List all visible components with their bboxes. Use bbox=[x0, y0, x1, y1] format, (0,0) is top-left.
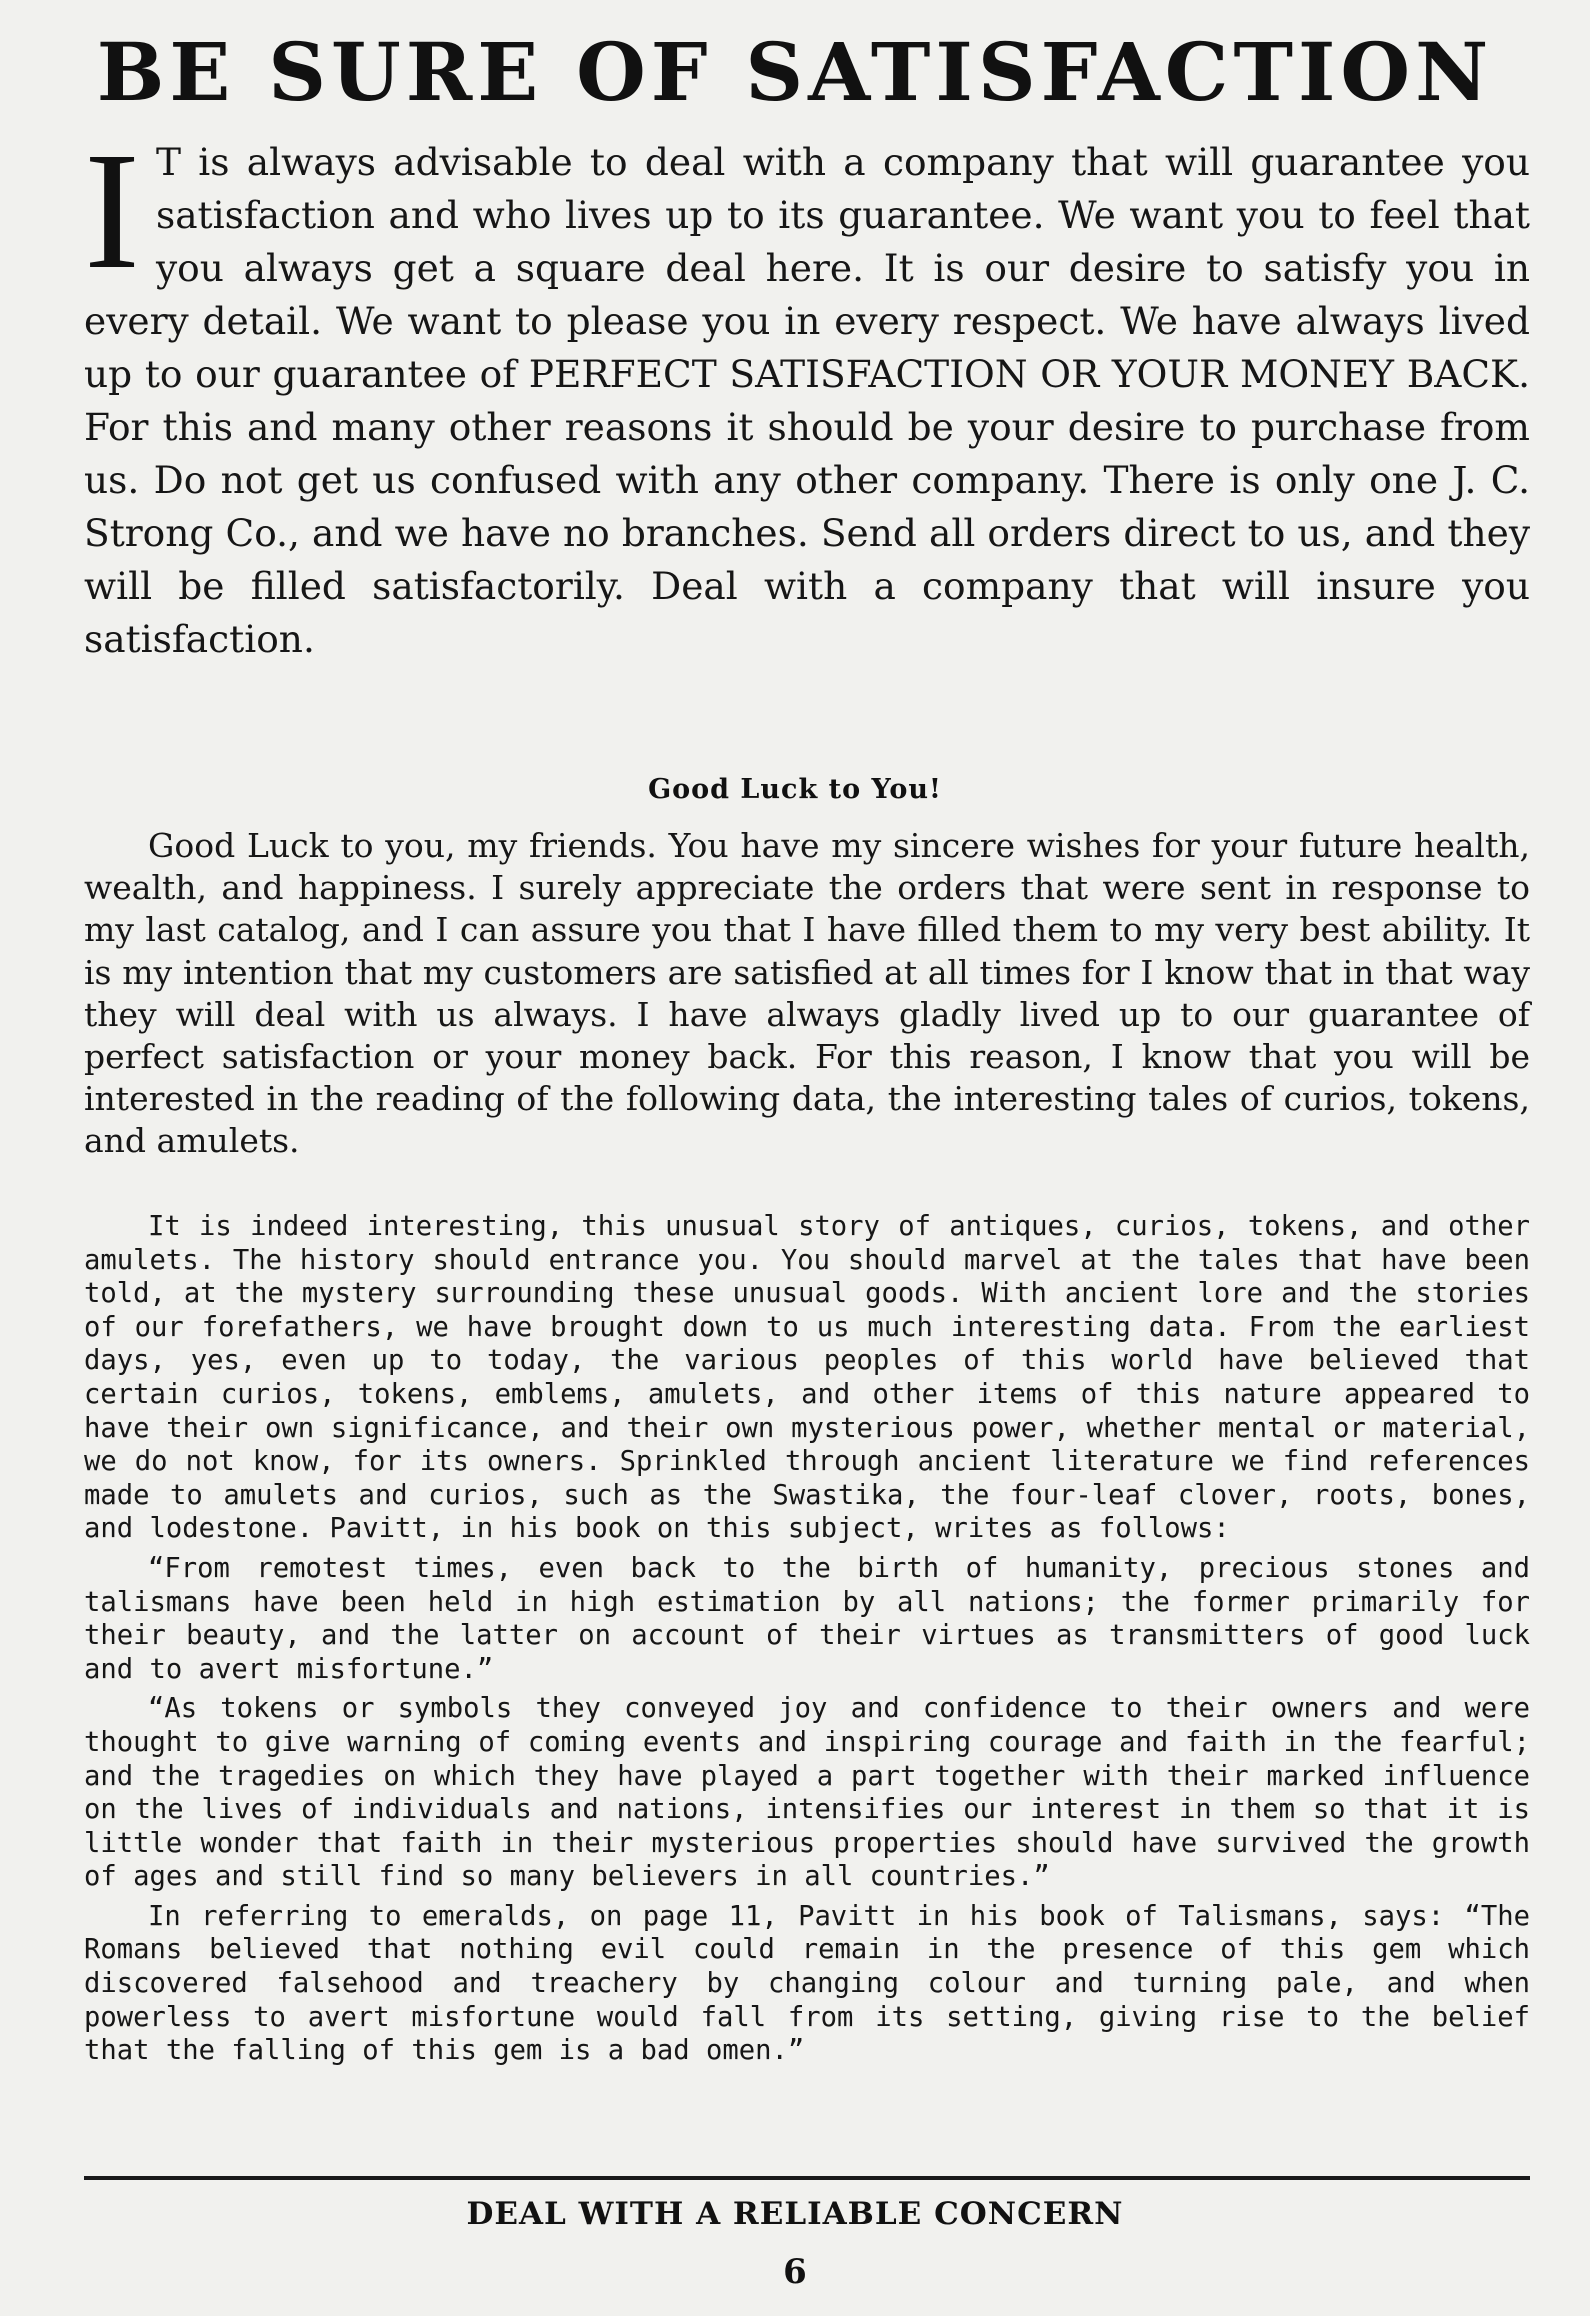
page-headline: BE SURE OF SATISFACTION bbox=[96, 25, 1494, 119]
footer-divider bbox=[84, 2176, 1530, 2180]
drop-cap: I bbox=[84, 118, 140, 304]
emerald-paragraph: In referring to emeralds, on page 11, Pavitt in his book of Talismans, says: “The Romans believed that nothing evil could remain in the presence of this gem which discovered falsehood and treachery by changing colour and turning pale, and when powerless to avert misfortune would fall from its setting, giving rise to the belief that the falling of this gem is a bad omen.” bbox=[84, 1900, 1530, 2067]
footer-slogan: DEAL WITH A RELIABLE CONCERN bbox=[466, 2196, 1124, 2232]
amulets-article bbox=[84, 1210, 1530, 2074]
intro-paragraph bbox=[84, 118, 1530, 666]
good-luck-section bbox=[84, 825, 1530, 1163]
intro-text: T is always advisable to deal with a company that will guarantee you satisfaction and who lives up to its guarantee. We want you to feel that you always get a square deal here. It is our desire to satisfy you in every detail. We want to please you in every respect. We have always lived up to our guarantee of PERFECT SATISFACTION OR YOUR MONEY BACK. For this and many other reasons it should be your desire to purchase from us. Do not get us confused with any other company. There is only one J. C. Strong Co., and we have no branches. Send all orders direct to us, and they will be filled satisfactorily. Deal with a company that will insure you satisfaction. bbox=[84, 140, 1530, 661]
good-luck-paragraph: Good Luck to you, my friends. You have my sincere wishes for your future health, wealth, and happiness. I surely appreciate the orders that were sent in response to my last catalog, and I can assure you that I have filled them to my very best ability. It is my intention that my customers are satisfied at all times for I know that in that way they will deal with us always. I have always gladly lived up to our guarantee of perfect satisfaction or your money back. For this reason, I know that you will be interested in the reading of the following data, the interesting tales of curios, tokens, and amulets. bbox=[84, 826, 1530, 1161]
page-number: 6 bbox=[783, 2252, 807, 2292]
article-paragraph: It is indeed interesting, this unusual story of antiques, curios, tokens, and other amulets. The history should entrance you. You should marvel at the tales that have been told, at the mystery surrounding these unusual goods. With ancient lore and the stories of our forefathers, we have brought down to us much interesting data. From the earliest days, yes, even up to today, the various peoples of this world have believed that certain curios, tokens, emblems, amulets, and other items of this nature appeared to have their own significance, and their own mysterious power, whether mental or material, we do not know, for its owners. Sprinkled through ancient literature we find references made to amulets and curios, such as the Swastika, the four-leaf clover, roots, bones, and lodestone. Pavitt, in his book on this subject, writes as follows: bbox=[84, 1211, 1530, 1545]
good-luck-heading: Good Luck to You! bbox=[648, 774, 942, 805]
pavitt-quote-2: “As tokens or symbols they conveyed joy and confidence to their owners and were thought to give warning of coming events and inspiring courage and faith in the fearful; and the tragedies on which they have played a part together with their marked influence on the lives of individuals and nations, intensifies our interest in them so that it is little wonder that faith in their mysterious properties should have survived the growth of ages and still find so many believers in all countries.” bbox=[84, 1693, 1530, 1893]
pavitt-quote-1: “From remotest times, even back to the birth of humanity, precious stones and talismans have been held in high estimation by all nations; the former primarily for their beauty, and the latter on account of their virtues as transmitters of good luck and to avert misfortune.” bbox=[84, 1552, 1530, 1685]
